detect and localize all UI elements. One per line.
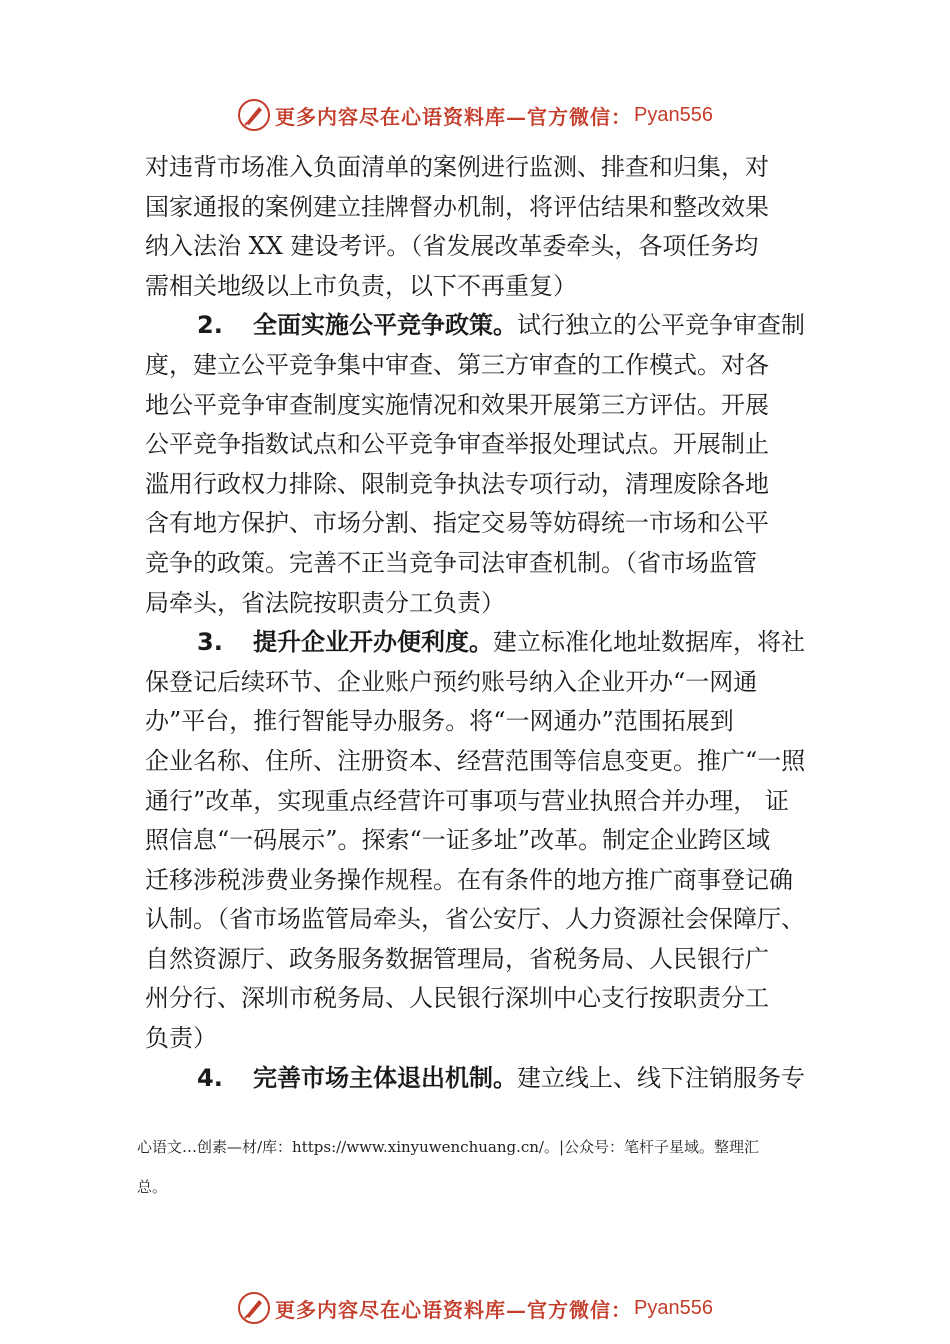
item-number: 4. (197, 1063, 223, 1092)
text-line: 企业名称、住所、注册资本、经营范围等信息变更。推广“一照 (145, 746, 806, 775)
paragraph-1 (145, 148, 845, 306)
text-line: 认制。（省市场监管局牵头，省公安厅、人力资源社会保障厅、 (145, 905, 805, 934)
text-line: 纳入法治 XX 建设考评。（省发展改革委牵头，各项任务均 (145, 232, 759, 261)
text-line: 竞争的政策。完善不正当竞争司法审查机制。（省市场监管 (145, 548, 757, 577)
text-line: 试行独立的公平竞争审查制 (517, 311, 805, 340)
heading-line (145, 306, 845, 346)
banner-text: 更多内容尽在心语资料库—官方微信： (275, 104, 633, 129)
paragraph-4 (145, 1059, 845, 1099)
text-line: 对违背市场准入负面清单的案例进行监测、排查和归集，对 (145, 153, 769, 181)
banner-text: 更多内容尽在心语资料库—官方微信： (275, 1297, 633, 1322)
quill-logo-icon (237, 98, 271, 132)
footer-line: 心语文…创素—材/库：https://www.xinyuwenchuang.cn/。|公众号：笔杆子星域。整理汇 (137, 1138, 760, 1156)
text-line: 建立标准化地址数据库，将社 (493, 628, 805, 657)
text-line: 通行”改革，实现重点经营许可事项与营业执照合并办理， 证 (145, 786, 789, 815)
text-line: 自然资源厅、政务服务数据管理局，省税务局、人民银行广 (145, 944, 769, 973)
paragraph-2 (145, 306, 845, 623)
document-body (145, 148, 845, 1098)
text-line: 负责） (145, 1024, 217, 1053)
item-heading: 完善市场主体退出机制。 (253, 1063, 517, 1092)
text-line: 办”平台，推行智能导办服务。将“一网通办”范围拓展到 (145, 707, 734, 736)
header-banner (0, 93, 950, 137)
text-line: 公平竞争指数试点和公平竞争审查举报处理试点。开展制止 (145, 430, 769, 459)
text-line: 迁移涉税涉费业务操作规程。在有条件的地方推广商事登记确 (145, 865, 793, 894)
item-heading: 提升企业开办便利度。 (253, 628, 493, 657)
text-line: 局牵头，省法院按职责分工负责） (145, 588, 505, 617)
text-line: 州分行、深圳市税务局、人民银行深圳中心支行按职责分工 (145, 984, 769, 1013)
text-line: 地公平竞争审查制度实施情况和效果开展第三方评估。开展 (145, 390, 769, 419)
text-line: 建立线上、线下注销服务专 (517, 1063, 805, 1092)
banner-wechat-id: Pyan556 (634, 103, 713, 126)
item-heading: 全面实施公平竞争政策。 (253, 311, 517, 340)
heading-line (145, 623, 845, 663)
text-line: 国家通报的案例建立挂牌督办机制，将评估结果和整改效果 (145, 192, 769, 221)
text-line: 含有地方保护、市场分割、指定交易等妨碍统一市场和公平 (145, 509, 769, 538)
text-line: 度，建立公平竞争集中审查、第三方审查的工作模式。对各 (145, 350, 769, 379)
quill-logo-icon (237, 1291, 271, 1325)
footer-line: 总。 (137, 1178, 168, 1196)
text-line: 照信息“一码展示”。探索“一证多址”改革。制定企业跨区域 (145, 826, 771, 855)
banner-wechat-id: Pyan556 (634, 1296, 713, 1319)
item-number: 2. (197, 311, 223, 340)
text-line: 保登记后续环节、企业账户预约账号纳入企业开办“一网通 (145, 667, 758, 696)
source-footer (137, 1127, 847, 1207)
text-line: 需相关地级以上市负责，以下不再重复） (145, 271, 577, 300)
item-number: 3. (197, 628, 223, 657)
paragraph-3 (145, 623, 845, 1059)
footer-banner (0, 1286, 950, 1330)
text-line: 滥用行政权力排除、限制竞争执法专项行动，清理废除各地 (145, 469, 769, 498)
heading-line (145, 1059, 845, 1099)
